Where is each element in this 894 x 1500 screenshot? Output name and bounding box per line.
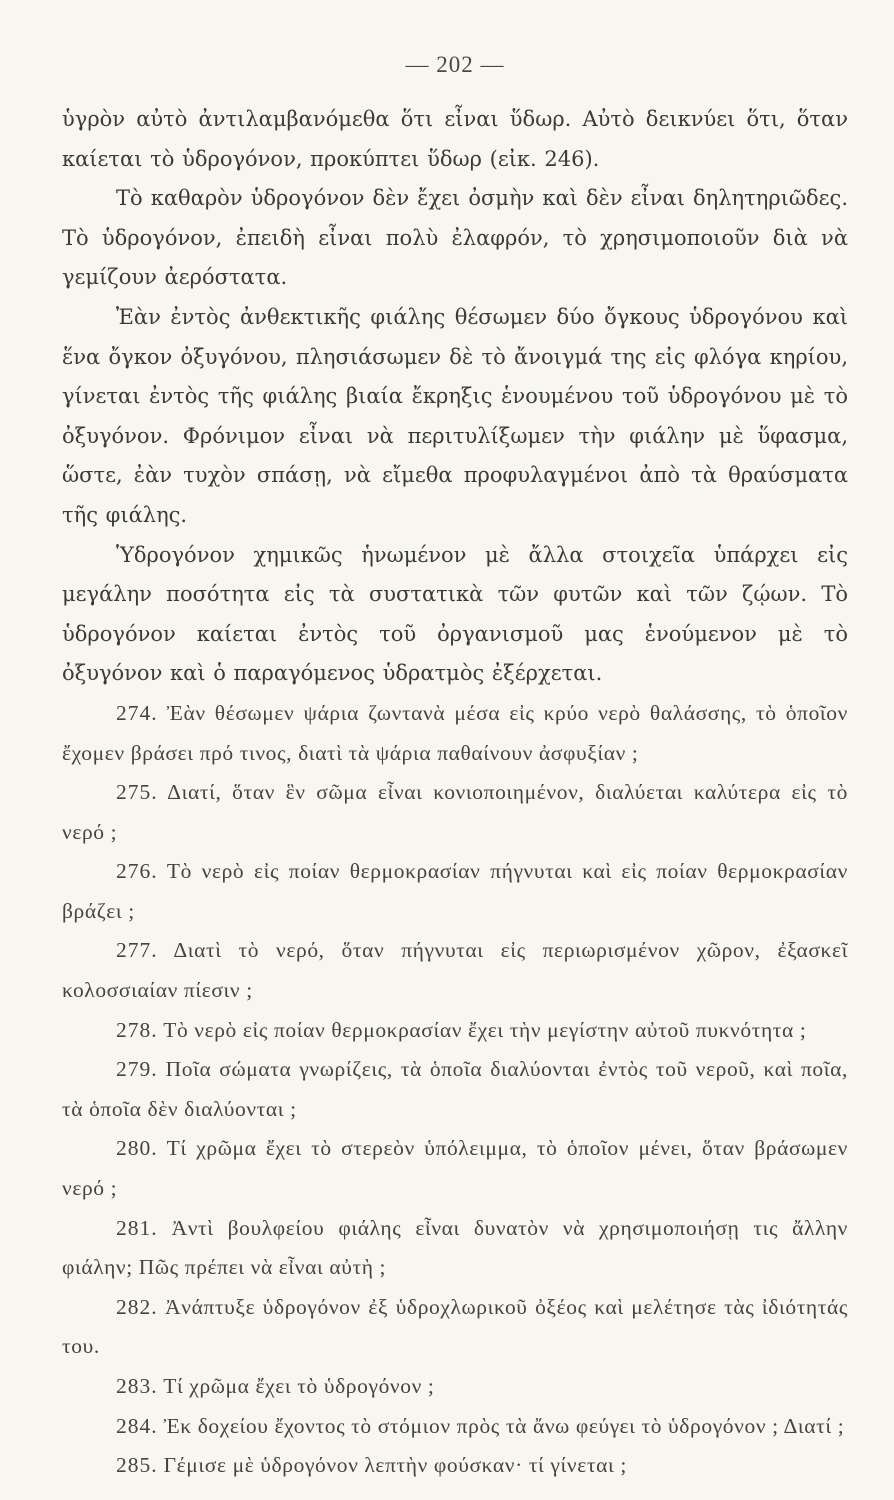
exercise-text: Διατί, ὅταν ἓν σῶμα εἶναι κονιοποιημένον, διαλύεται καλύτερα εἰς τὸ νερό ; [62,780,848,844]
exercise-text: Γέμισε μὲ ὑδρογόνον λεπτὴν φούσκαν· τί γίνεται ; [163,1453,627,1478]
exercise-number: 275. [116,780,158,805]
exercise-item [62,1446,848,1486]
paragraph: Ὑδρογόνον χημικῶς ἡνωμένον μὲ ἄλλα στοιχεῖα ὑπάρχει εἰς μεγάλην ποσότητα εἰς τὰ συστατικὰ τῶν φυτῶν καὶ τῶν ζῴων. Τὸ ὑδρογόνον καίεται ἐντὸς τοῦ ὀργανισμοῦ μας ἑνούμενον μὲ τὸ ὀξυγόνον καὶ ὁ παραγόμενος ὑδρατμὸς ἐξέρχεται. [62,542,848,686]
exercise-text: Τί χρῶμα ἔχει τὸ στερεὸν ὑπόλειμμα, τὸ ὁποῖον μένει, ὅταν βράσωμεν νερό ; [62,1136,848,1201]
paragraph: ὑγρὸν αὐτὸ ἀντιλαμβανόμεθα ὅτι εἶναι ὕδωρ. Αὐτὸ δεικνύει ὅτι, ὅταν καίεται τὸ ὑδρογόνον, προκύπτει ὕδωρ (εἰκ. 246). [62,107,848,171]
exercise-text: Τὸ νερὸ εἰς ποίαν θερμοκρασίαν πήγνυται καὶ εἰς ποίαν θερμοκρασίαν βράζει ; [62,859,848,923]
exercise-text: Ἐὰν θέσωμεν ψάρια ζωντανὰ μέσα εἰς κρύο νερὸ θαλάσσης, τὸ ὁποῖον ἔχομεν βράσει πρό τινος, διατὶ τὰ ψάρια παθαίνουν ἀσφυξίαν ; [62,700,848,765]
page-number: — 202 — [405,52,505,77]
exercise-text: Τὸ νερὸ εἰς ποίαν θερμοκρασίαν ἔχει τὴν μεγίστην αὐτοῦ πυκνότητα ; [163,1017,807,1042]
paragraph: Ἐὰν ἐντὸς ἀνθεκτικῆς φιάλης θέσωμεν δύο ὄγκους ὑδρογόνου καὶ ἕνα ὄγκον ὀξυγόνου, πλησιάσωμεν δὲ τὸ ἄνοιγμά της εἰς φλόγα κηρίου, γίνεται ἐντὸς τῆς φιάλης βιαία ἔκρηξις ἑνουμένου τοῦ ὑδρογόνου μὲ τὸ ὀξυγόνον. Φρόνιμον εἶναι νὰ περιτυλίξωμεν τὴν φιάλην μὲ ὕφασμα, ὥστε, ἐὰν τυχὸν σπάσῃ, νὰ εἴμεθα προφυλαγμένοι ἀπὸ τὰ θραύσματα τῆς φιάλης. [62,304,848,527]
exercise-item [62,1050,848,1129]
exercise-text: Ἀντὶ βουλφείου φιάλης εἶναι δυνατὸν νὰ χρησιμοποιήσῃ τις ἄλλην φιάλην; Πῶς πρέπει νὰ εἶναι αὐτὴ ; [62,1215,848,1280]
exercise-number: 283. [116,1374,158,1398]
exercise-number: 279. [116,1057,158,1082]
exercise-text: Τί χρῶμα ἔχει τὸ ὑδρογόνον ; [163,1374,435,1398]
exercise-item [62,1129,848,1208]
exercise-text: Ποῖα σώματα γνωρίζεις, τὰ ὁποῖα διαλύονται ἐντὸς τοῦ νεροῦ, καὶ ποῖα, τὰ ὁποῖα δὲν διαλύονται ; [62,1057,848,1121]
exercise-text: Διατὶ τὸ νερό, ὅταν πήγνυται εἰς περιωρισμένον χῶρον, ἐξασκεῖ κολοσσιαίαν πίεσιν ; [62,938,848,1003]
exercise-number: 281. [116,1215,158,1240]
exercise-number: 285. [116,1453,158,1478]
paragraph: Τὸ καθαρὸν ὑδρογόνον δὲν ἔχει ὀσμὴν καὶ δὲν εἶναι δηλητηριῶδες. Τὸ ὑδρογόνον, ἐπειδὴ εἶναι πολὺ ἐλαφρόν, τὸ χρησιμοποιοῦν διὰ νὰ γεμίζουν ἀερόστατα. [62,186,848,290]
exercise-item [62,1407,848,1447]
exercise-text: Ἀνάπτυξε ὑδρογόνον ἐξ ὑδροχλωρικοῦ ὀξέος καὶ μελέτησε τὰς ἰδιότητάς του. [62,1294,848,1359]
exercise-item [62,1011,848,1051]
exercise-item [62,852,848,931]
exercise-list [62,694,848,1486]
exercise-number: 277. [116,938,158,963]
exercise-item [62,1288,848,1367]
exercise-number: 274. [116,700,158,725]
exercise-number: 278. [116,1017,158,1042]
exercise-item [62,694,848,773]
body-text [62,100,848,694]
exercise-number: 282. [116,1294,158,1319]
exercise-item [62,1367,848,1407]
exercise-text: Ἐκ δοχείου ἔχοντος τὸ στόμιον πρὸς τὰ ἄνω φεύγει τὸ ὑδρογόνον ; Διατί ; [163,1413,845,1438]
exercise-item [62,931,848,1010]
exercise-item [62,1209,848,1288]
exercise-item [62,773,848,852]
exercise-number: 284. [116,1413,158,1438]
exercise-number: 280. [116,1136,158,1161]
exercise-number: 276. [116,859,158,884]
